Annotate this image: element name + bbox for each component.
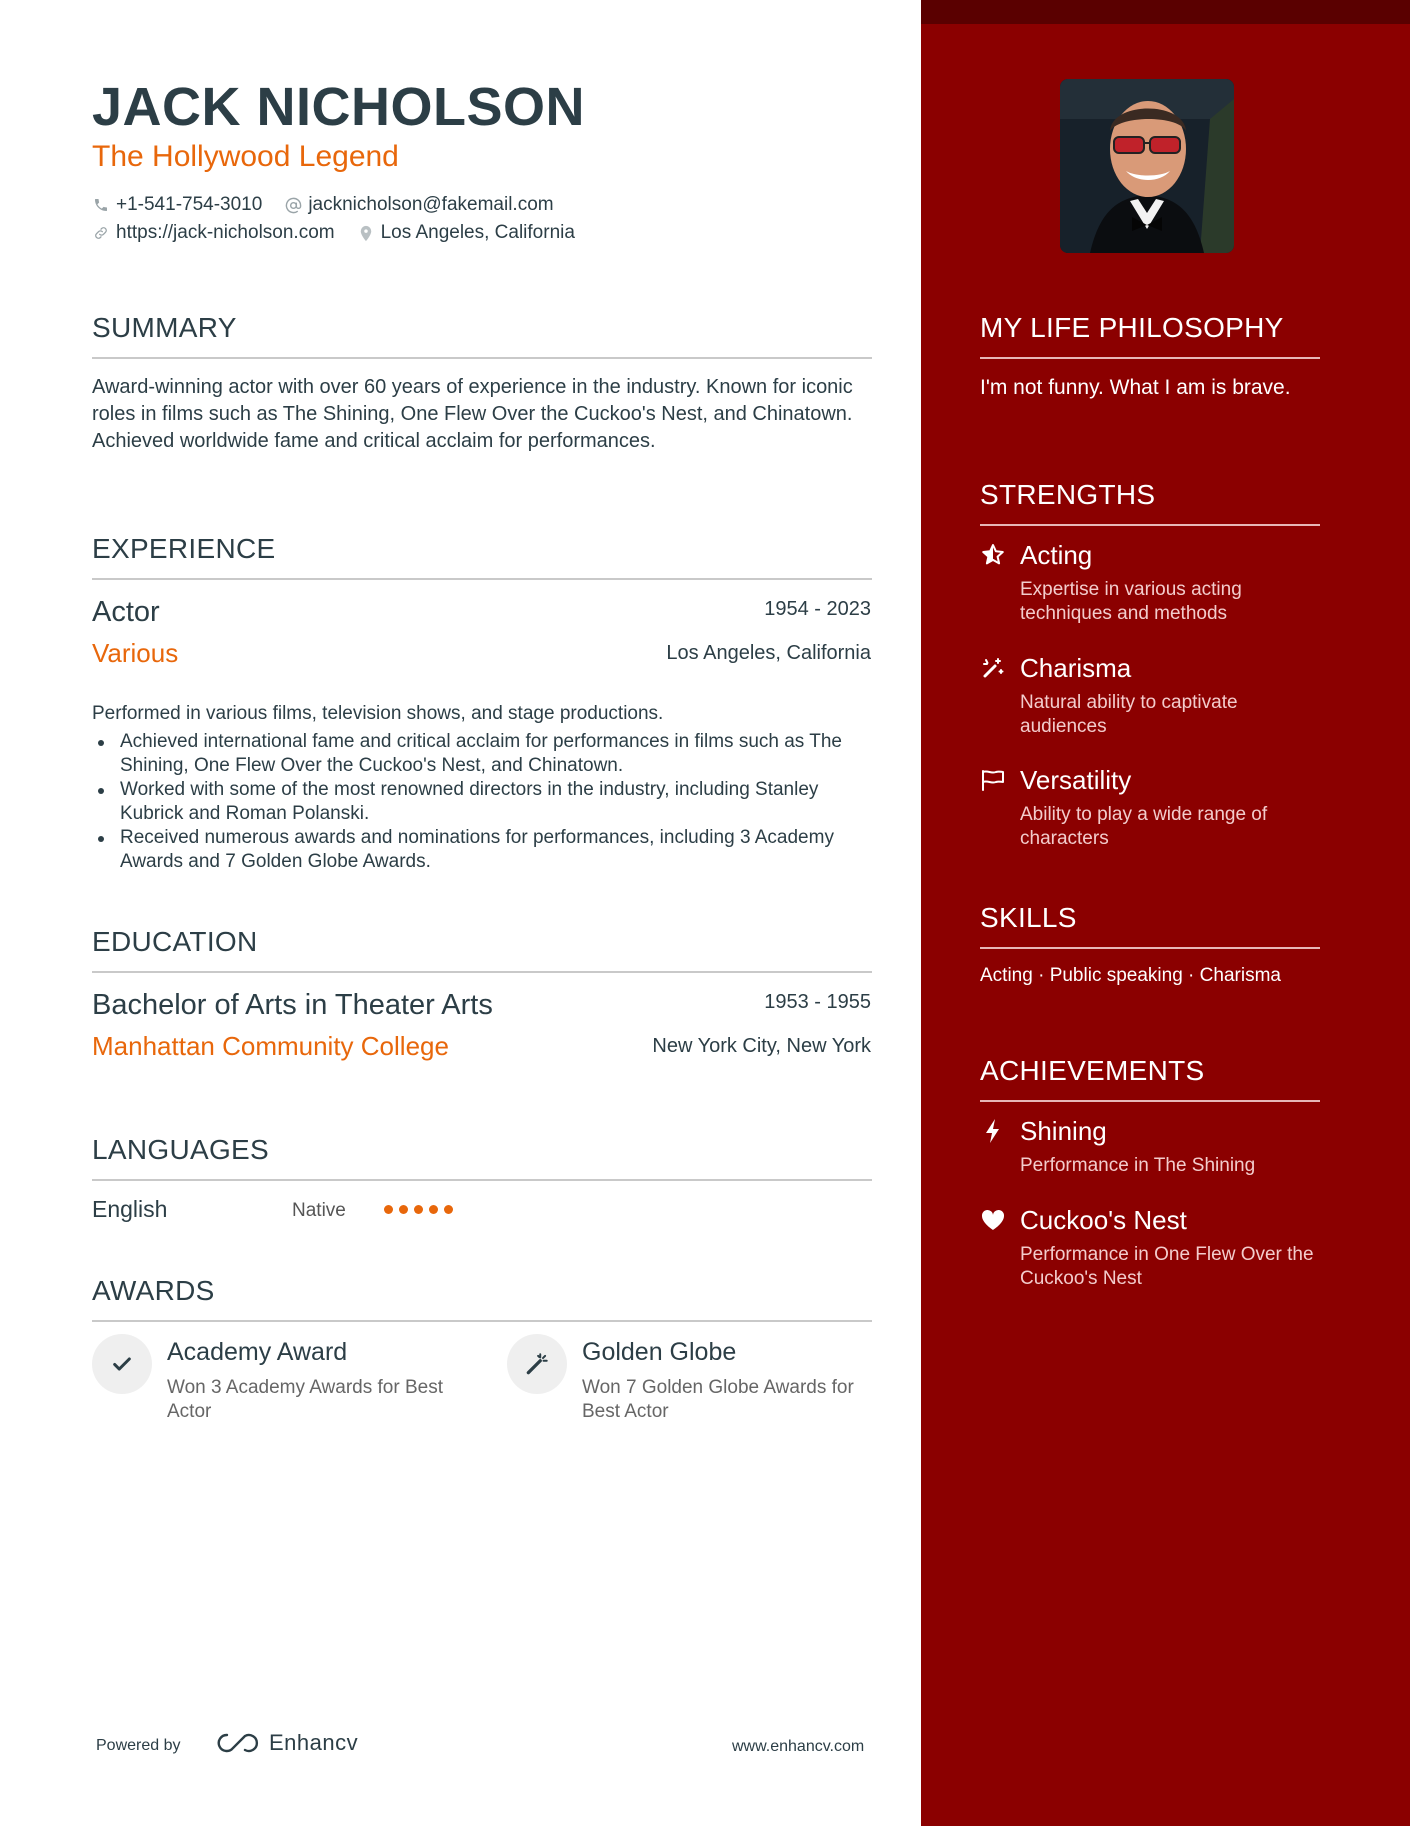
rating-dot [384, 1205, 393, 1214]
achievements-divider [980, 1100, 1320, 1102]
footer-url[interactable]: www.enhancv.com [732, 1738, 865, 1755]
list-item: Achieved international fame and critical acclaim for performances in films such as The Shining, One Flew Over the Cuckoo's Nest, and Chinatown. [92, 730, 882, 778]
footer-powered-by: Powered by [96, 1737, 181, 1754]
list-item: Worked with some of the most renowned directors in the industry, including Stanley Kubrick and Roman Polanski. [92, 778, 882, 826]
contact-email [284, 194, 553, 216]
at-icon [284, 196, 302, 214]
contact-row-2 [92, 222, 597, 244]
strength-description: Expertise in various acting techniques and methods [1020, 579, 1242, 624]
strength-name: Acting [1020, 540, 1093, 570]
strengths-divider [980, 524, 1320, 526]
link-icon [92, 224, 110, 242]
location-pin-icon [357, 224, 375, 242]
education-degree: Bachelor of Arts in Theater Arts [92, 989, 493, 1021]
candidate-name: JACK NICHOLSON [92, 77, 586, 137]
experience-divider [92, 578, 872, 580]
heart-icon [980, 1207, 1006, 1233]
rating-dot [429, 1205, 438, 1214]
philosophy-text: I'm not funny. What I am is brave. [980, 376, 1291, 399]
footer-brand: Enhancv [269, 1730, 359, 1755]
contact-row-1 [92, 194, 576, 216]
enhancv-logo-icon [215, 1731, 261, 1755]
strengths-title: STRENGTHS [980, 479, 1156, 510]
achievement-name: Shining [1020, 1116, 1107, 1146]
contact-website [92, 222, 335, 244]
award-description: Won 3 Academy Awards for Best Actor [167, 1377, 443, 1422]
strength-description: Natural ability to captivate audiences [1020, 692, 1238, 737]
strength-name: Charisma [1020, 653, 1132, 683]
experience-bullets [92, 730, 882, 874]
lightning-icon [980, 1118, 1006, 1144]
phone-icon [92, 196, 110, 214]
star-half-icon [980, 542, 1006, 568]
summary-text: Award-winning actor with over 60 years of experience in the industry. Known for iconic roles in films such as The Shining, One Flew Over the Cuckoo's Nest, and Chinatown. Achieved worldwide fame and critical acclaim for performances. [92, 376, 853, 452]
list-item: Received numerous awards and nominations for performances, including 3 Academy Awards and 7 Golden Globe Awards. [92, 826, 882, 874]
strength-description: Ability to play a wide range of characters [1020, 804, 1268, 849]
achievement-description: Performance in One Flew Over the Cuckoo's Nest [1020, 1244, 1314, 1289]
education-title: EDUCATION [92, 926, 258, 957]
magic-wand-icon [507, 1334, 567, 1394]
language-name: English [92, 1196, 168, 1222]
language-level: Native [292, 1200, 346, 1221]
enhancv-logo[interactable] [215, 1730, 358, 1756]
flag-icon [980, 767, 1006, 793]
rating-dot [399, 1205, 408, 1214]
experience-organization: Various [92, 638, 179, 668]
awards-title: AWARDS [92, 1275, 215, 1306]
location-text: Los Angeles, California [380, 222, 575, 243]
philosophy-title: MY LIFE PHILOSOPHY [980, 312, 1284, 343]
magic-sparkle-icon [980, 655, 1006, 681]
achievements-title: ACHIEVEMENTS [980, 1055, 1205, 1086]
contact-phone [92, 194, 262, 216]
education-location: New York City, New York [652, 1035, 871, 1057]
sidebar-top-bar [921, 0, 1410, 24]
experience-role: Actor [92, 596, 160, 628]
profile-photo [1060, 79, 1234, 253]
skills-title: SKILLS [980, 902, 1077, 933]
achievement-name: Cuckoo's Nest [1020, 1205, 1187, 1235]
award-title: Golden Globe [582, 1338, 737, 1366]
award-title: Academy Award [167, 1338, 348, 1366]
experience-title: EXPERIENCE [92, 533, 276, 564]
candidate-tagline: The Hollywood Legend [92, 140, 399, 173]
rating-dot [444, 1205, 453, 1214]
phone-text[interactable]: +1-541-754-3010 [116, 194, 263, 215]
education-dates: 1953 - 1955 [764, 991, 871, 1013]
achievement-description: Performance in The Shining [1020, 1155, 1256, 1176]
language-rating [384, 1205, 459, 1214]
skills-divider [980, 947, 1320, 949]
education-divider [92, 971, 872, 973]
philosophy-divider [980, 357, 1320, 359]
check-icon [92, 1334, 152, 1394]
languages-title: LANGUAGES [92, 1134, 269, 1165]
summary-title: SUMMARY [92, 312, 237, 343]
contact-location [357, 222, 575, 244]
summary-divider [92, 357, 872, 359]
skills-list: Acting · Public speaking · Charisma [980, 965, 1281, 986]
languages-divider [92, 1179, 872, 1181]
experience-dates: 1954 - 2023 [764, 598, 871, 620]
award-description: Won 7 Golden Globe Awards for Best Actor [582, 1377, 854, 1422]
sidebar [921, 0, 1410, 1826]
education-school: Manhattan Community College [92, 1031, 449, 1061]
awards-divider [92, 1320, 872, 1322]
rating-dot [414, 1205, 423, 1214]
experience-description: Performed in various films, television shows, and stage productions. [92, 703, 664, 724]
website-text[interactable]: https://jack-nicholson.com [116, 222, 335, 243]
experience-location: Los Angeles, California [666, 642, 871, 664]
strength-name: Versatility [1020, 765, 1132, 795]
email-text[interactable]: jacknicholson@fakemail.com [308, 194, 554, 215]
